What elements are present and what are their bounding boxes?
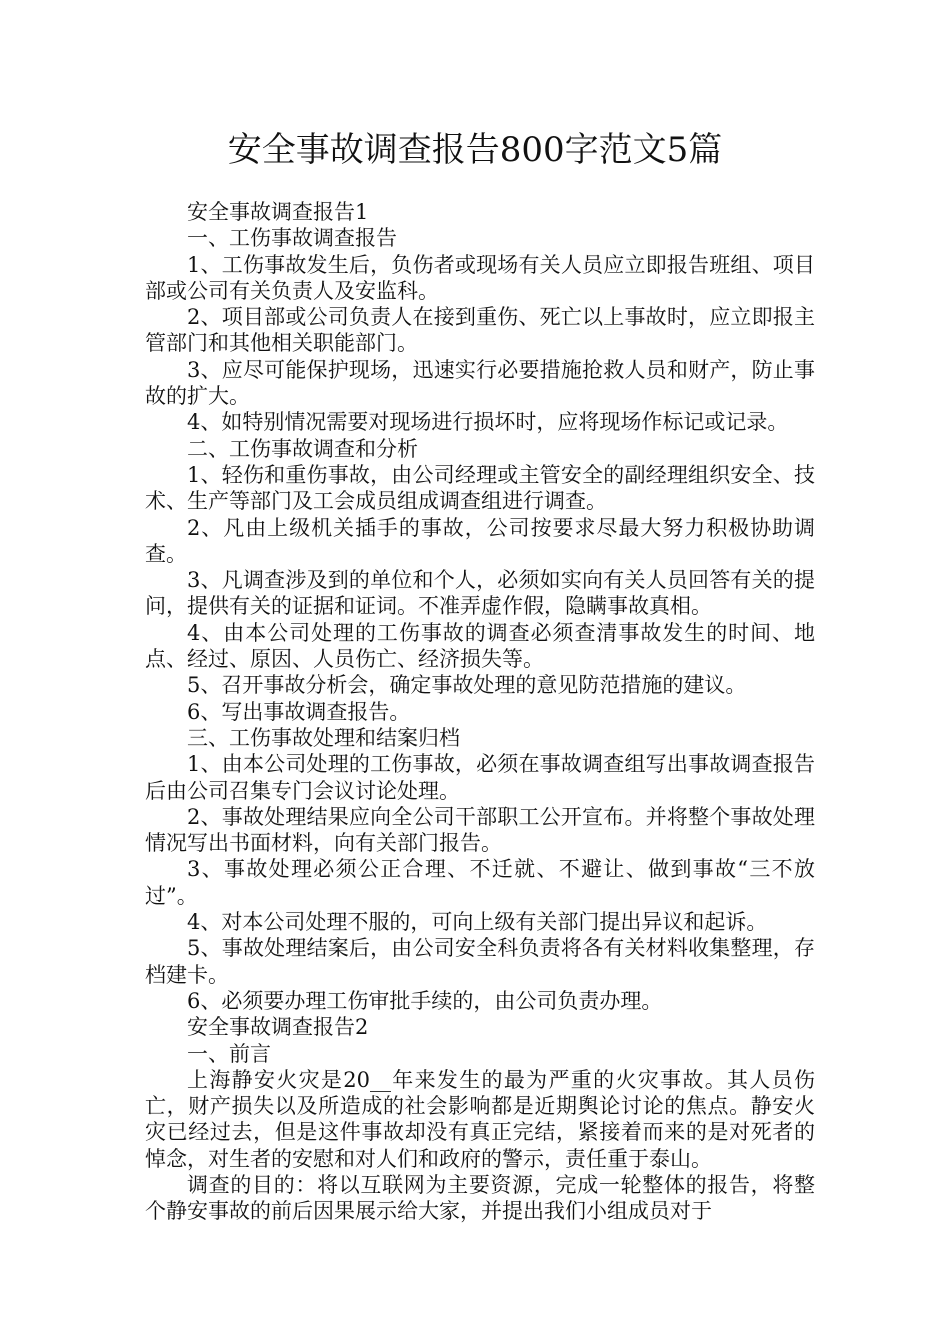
paragraph: 1、工伤事故发生后，负伤者或现场有关人员应立即报告班组、项目部或公司有关负责人及安监科。 bbox=[145, 252, 815, 303]
paragraph: 3、事故处理必须公正合理、不迁就、不避让、做到事故“三不放过”。 bbox=[145, 857, 815, 908]
paragraph: 4、如特别情况需要对现场进行损坏时，应将现场作标记或记录。 bbox=[187, 410, 789, 435]
paragraph: 2、凡由上级机关插手的事故，公司按要求尽最大努力积极协助调查。 bbox=[145, 515, 815, 566]
section-heading: 三、工伤事故处理和结案归档 bbox=[187, 725, 460, 750]
paragraph: 1、轻伤和重伤事故，由公司经理或主管安全的副经理组织安全、技术、生产等部门及工会成员组成调查组进行调查。 bbox=[145, 462, 815, 514]
paragraph: 上海静安火灾是20__年来发生的最为严重的火灾事故。其人员伤亡，财产损失以及所造成的社会影响都是近期舆论讨论的焦点。静安火灾已经过去，但是这件事故却没有真正完结，紧接着而来的是对死者的悼念，对生者的安慰和对人们和政府的警示，责任重于泰山。 bbox=[145, 1067, 815, 1171]
paragraph: 3、凡调查涉及到的单位和个人，必须如实向有关人员回答有关的提问，提供有关的证据和证词。不准弄虚作假，隐瞒事故真相。 bbox=[145, 568, 815, 619]
section-heading: 一、工伤事故调查报告 bbox=[187, 226, 397, 251]
paragraph: 6、必须要办理工伤审批手续的，由公司负责办理。 bbox=[187, 988, 663, 1013]
paragraph: 3、应尽可能保护现场，迅速实行必要措施抢救人员和财产，防止事故的扩大。 bbox=[145, 357, 815, 409]
document-body bbox=[145, 199, 815, 1225]
section-heading: 一、前言 bbox=[187, 1041, 271, 1066]
paragraph: 2、事故处理结果应向全公司干部职工公开宣布。并将整个事故处理情况写出书面材料，向有关部门报告。 bbox=[145, 804, 815, 856]
paragraph: 4、由本公司处理的工伤事故的调查必须查清事故发生的时间、地点、经过、原因、人员伤亡、经济损失等。 bbox=[145, 620, 815, 672]
paragraph: 5、召开事故分析会，确定事故处理的意见防范措施的建议。 bbox=[187, 673, 747, 698]
section-heading: 二、工伤事故调查和分析 bbox=[187, 436, 418, 461]
section-heading-report-1: 安全事故调查报告1 bbox=[187, 200, 369, 224]
paragraph: 4、对本公司处理不服的，可向上级有关部门提出异议和起诉。 bbox=[187, 910, 768, 935]
paragraph: 5、事故处理结案后，由公司安全科负责将各有关材料收集整理，存档建卡。 bbox=[145, 936, 815, 987]
document-title: 安全事故调查报告800字范文5篇 bbox=[227, 130, 723, 170]
paragraph: 2、项目部或公司负责人在接到重伤、死亡以上事故时，应立即报主管部门和其他相关职能部门。 bbox=[145, 305, 815, 356]
paragraph: 调查的目的：将以互联网为主要资源，完成一轮整体的报告，将整个静安事故的前后因果展示给大家，并提出我们小组成员对于 bbox=[145, 1172, 815, 1224]
paragraph: 1、由本公司处理的工伤事故，必须在事故调查组写出事故调查报告后由公司召集专门会议讨论处理。 bbox=[145, 752, 815, 803]
paragraph: 6、写出事故调查报告。 bbox=[187, 699, 411, 724]
section-heading-report-2: 安全事故调查报告2 bbox=[187, 1015, 369, 1040]
